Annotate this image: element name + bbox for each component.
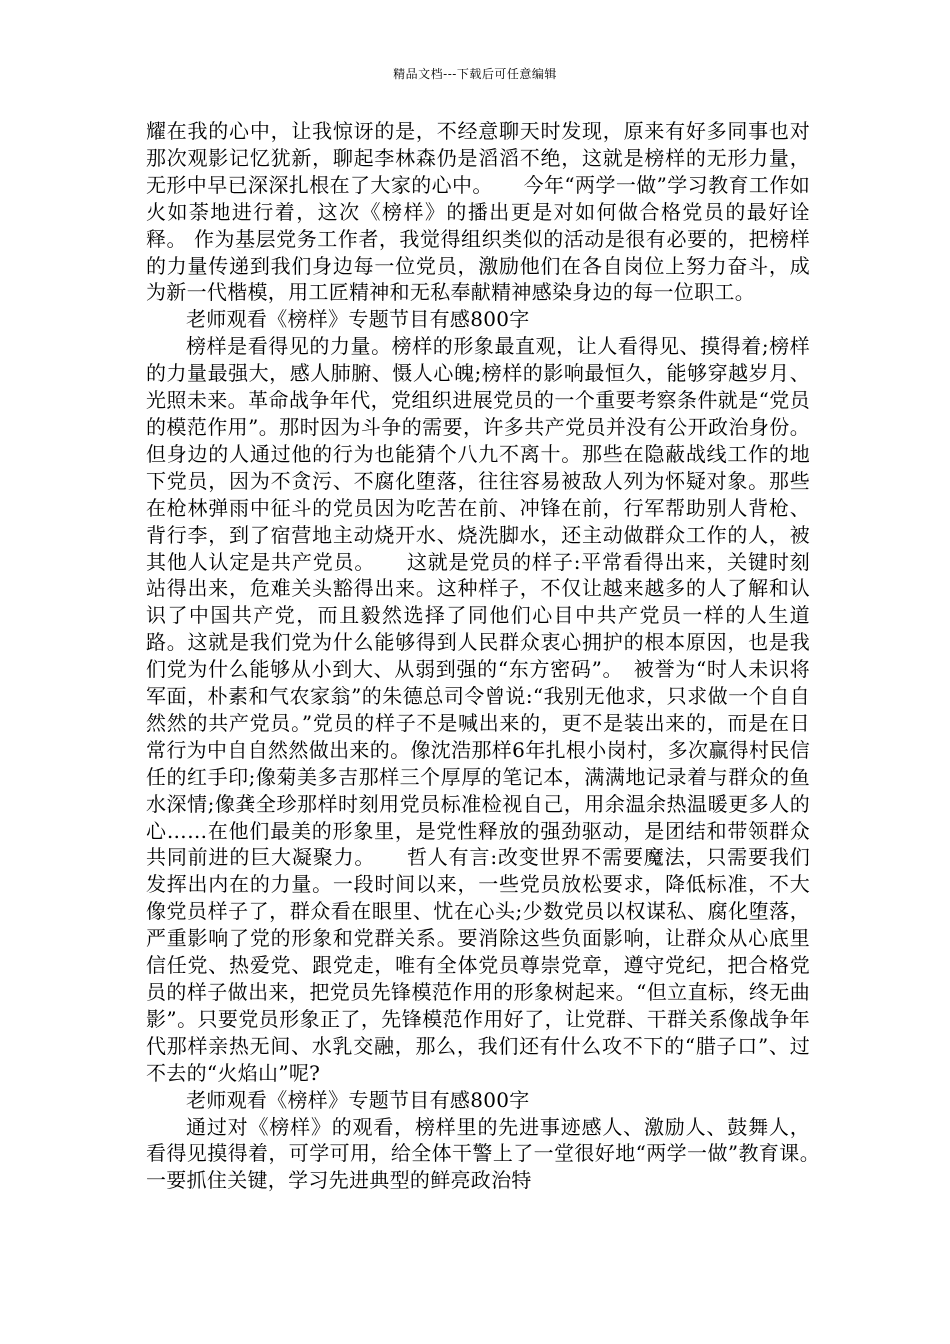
paragraph: 通过对《榜样》的观看，榜样里的先进事迹感人、激励人、鼓舞人，看得见摸得着，可学可用，给全体干警上了一堂很好地“两学一做”教育课。 一要抓住关键，学习先进典型的鲜亮政治特 bbox=[146, 1114, 851, 1193]
section-heading: 老师观看《榜样》专题节目有感800字 bbox=[186, 307, 530, 332]
page-header-note: 精品文档---下载后可任意编辑 bbox=[393, 67, 557, 81]
document-body bbox=[146, 118, 851, 1194]
paragraph-continued: 耀在我的心中，让我惊讶的是，不经意聊天时发现，原来有好多同事也对那次观影记忆犹新，聊起李林森仍是滔滔不绝，这就是榜样的无形力量，无形中早已深深扎根在了大家的心中。 今年“两学一做”学习教育工作如火如荼地进行着，这次《榜样》的播出更是对如何做合格党员的最好诠释。 作为基层党务工作者，我觉得组织类似的活动是很有必要的，把榜样的力量传递到我们身边每一位党员，激励他们在各自岗位上努力奋斗，成为新一代楷模，用工匠精神和无私奉献精神感染身边的每一位职工。 bbox=[146, 119, 810, 305]
section-heading: 老师观看《榜样》专题节目有感800字 bbox=[186, 1087, 530, 1112]
paragraph: 榜样是看得见的力量。榜样的形象最直观，让人看得见、摸得着;榜样的力量最强大，感人肺腑、慑人心魄;榜样的影响最恒久，能够穿越岁月、光照未来。革命战争年代，党组织进展党员的一个重要考察条件就是“党员的模范作用”。那时因为斗争的需要，许多共产党员并没有公开政治身份。但身边的人通过他的行为也能猜个八九不离十。那些在隐蔽战线工作的地下党员，因为不贪污、不腐化堕落，往往容易被敌人列为怀疑对象。那些在枪林弹雨中征斗的党员因为吃苦在前、冲锋在前，行军帮助别人背枪、背行李，到了宿营地主动烧开水、烧洗脚水，还主动做群众工作的人，被其他人认定是共产党员。 这就是党员的样子:平常看得出来，关键时刻站得出来，危难关头豁得出来。这种样子，不仅让越来越多的人了解和认识了中国共产党，而且毅然选择了同他们心目中共产党员一样的人生道路。这就是我们党为什么能够得到人民群众衷心拥护的根本原因，也是我们党为什么能够从小到大、从弱到强的“东方密码”。 被誉为“时人未识将军面，朴素和气农家翁”的朱德总司令曾说:“我别无他求，只求做一个自自然然的共产党员。”党员的样子不是喊出来的，更不是装出来的，而是在日常行为中自自然然做出来的。像沈浩那样6年扎根小岗村，多次赢得村民信任的红手印;像菊美多吉那样三个厚厚的笔记本，满满地记录着与群众的鱼水深情;像龚全珍那样时刻用党员标准检视自己，用余温余热温暖更多人的心……在他们最美的形象里，是党性释放的强劲驱动，是团结和带领群众共同前进的巨大凝聚力。 哲人有言:改变世界不需要魔法，只需要我们发挥出内在的力量。一段时间以来，一些党员放松要求，降低标准，不大像党员样子了，群众看在眼里、忧在心头;少数党员以权谋私、腐化堕落，严重影响了党的形象和党群关系。要消除这些负面影响，让群众从心底里信任党、热爱党、跟党走，唯有全体党员尊崇党章，遵守党纪，把合格党员的样子做出来，把党员先锋模范作用的形象树起来。“但立直标，终无曲影”。只要党员形象正了，先锋模范作用好了，让党群、干群关系像战争年代那样亲热无间、水乳交融，那么，我们还有什么攻不下的“腊子口”、过不去的“火焰山”呢? bbox=[146, 334, 810, 1085]
